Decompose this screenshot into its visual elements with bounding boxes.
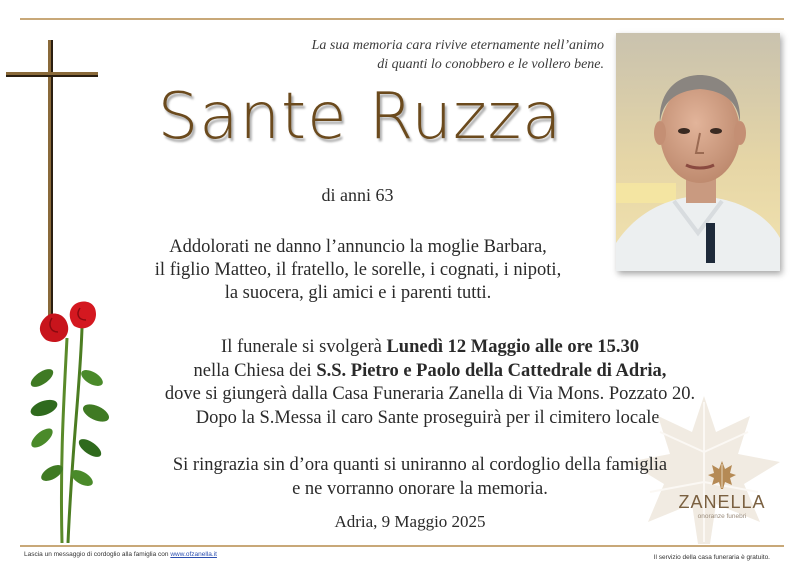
website-link[interactable]: www.ofzanella.it [170, 551, 217, 558]
funeral-church: S.S. Pietro e Paolo della Cattedrale di Adria, [316, 360, 667, 381]
announcement-text [90, 236, 626, 305]
memorial-quote [200, 36, 604, 74]
footer-left-text: Lascia un messaggio di cordoglio alla famiglia con [24, 551, 171, 558]
funeral-datetime: Lunedì 12 Maggio alle ore 15.30 [386, 337, 639, 357]
thanks-text [120, 454, 720, 501]
bottom-divider [20, 545, 784, 547]
thanks-line-1: Si ringrazia sin d’ora quanti si uniranno al cordoglio della famiglia [172, 455, 668, 475]
logo-tagline: onoranze funebri [697, 513, 747, 520]
deceased-age: di anni 63 [321, 185, 394, 205]
logo-name: ZANELLA [678, 492, 766, 512]
portrait-photo-frame [616, 33, 780, 271]
cross-icon [4, 38, 100, 318]
quote-line-2: di quanti lo conobbero e le vollero bene. [377, 57, 604, 72]
footer-service-note: Il servizio della casa funeraria è gratuito. [653, 554, 770, 561]
funeral-line-1 [130, 336, 730, 360]
funeral-line-4: Dopo la S.Messa il caro Sante proseguirà per il cimitero locale. [195, 407, 665, 428]
portrait-photo [616, 33, 780, 271]
footer-condolence-note [24, 551, 217, 558]
thanks-line-2: e ne vorranno onorare la memoria. [292, 478, 548, 499]
top-divider [20, 18, 784, 20]
funeral-line-2-text: nella Chiesa dei [193, 360, 317, 381]
funeral-line-1-text: Il funerale si svolgerà [221, 337, 387, 357]
place-date: Adria, 9 Maggio 2025 [334, 512, 486, 531]
announcement-line-2: il figlio Matteo, il fratello, le sorelle, i cognati, i nipoti, [154, 260, 562, 280]
deceased-name: Sante Ruzza [157, 80, 563, 154]
funeral-line-3: dove si giungerà dalla Casa Funeraria Zanella di Via Mons. Pozzato 20. [164, 384, 696, 404]
announcement-line-3: la suocera, gli amici e i parenti tutti. [224, 283, 492, 303]
announcement-line-1: Addolorati ne danno l’annuncio la moglie Barbara, [169, 237, 547, 257]
funeral-line-2 [130, 360, 730, 384]
quote-line-1: La sua memoria cara rivive eternamente nell’animo [311, 38, 604, 53]
roses-image [22, 298, 122, 543]
